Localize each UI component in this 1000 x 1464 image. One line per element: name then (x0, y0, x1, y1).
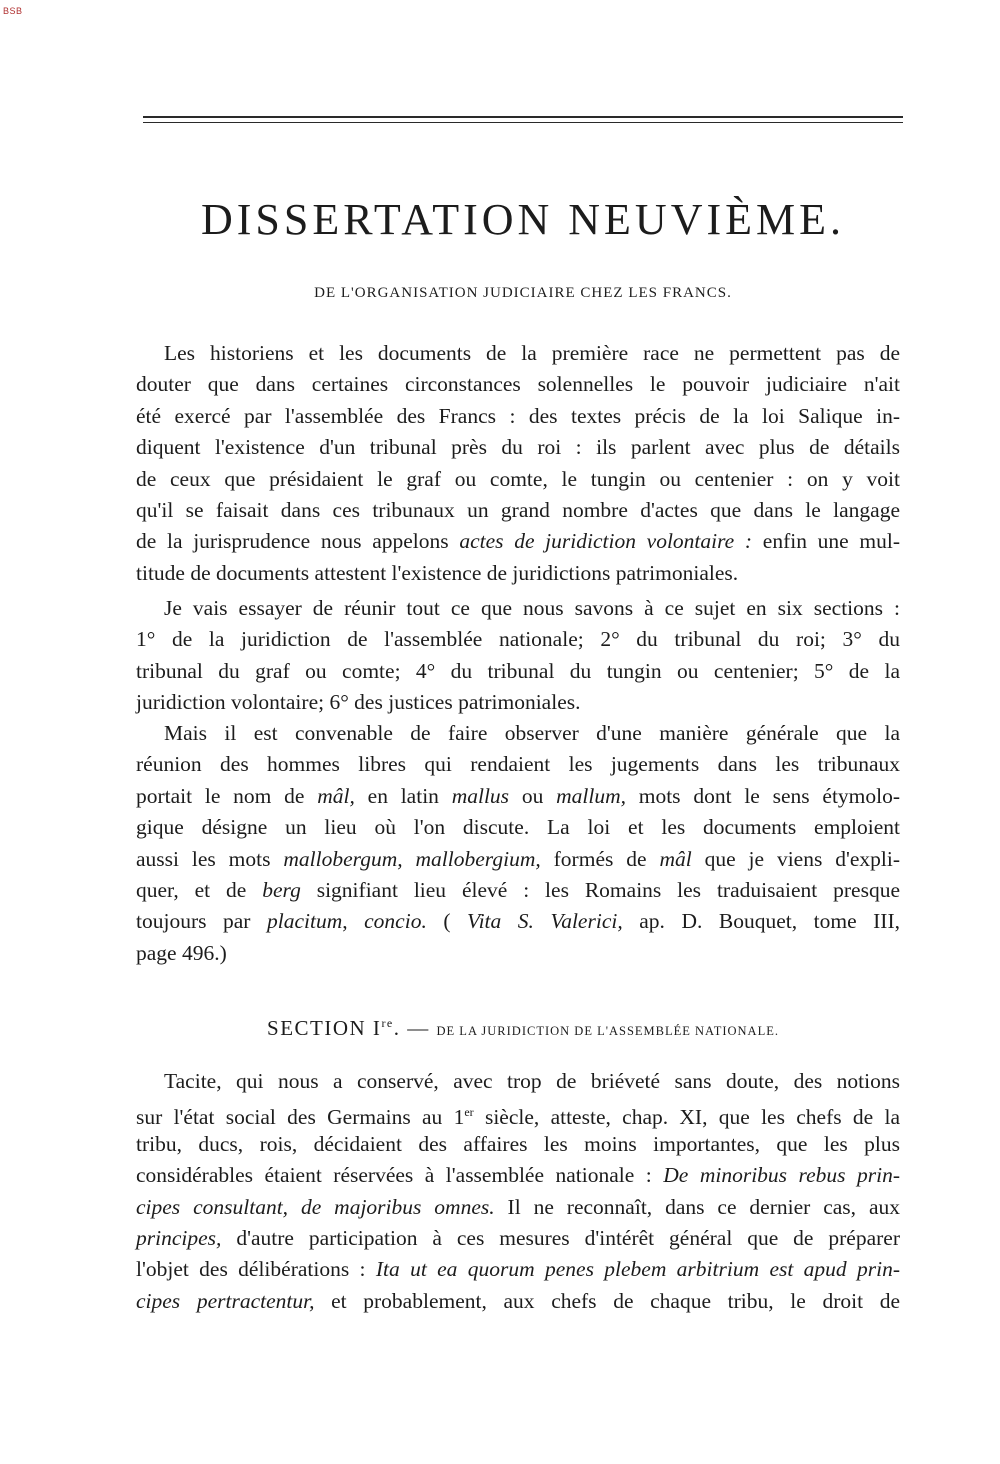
text-line: tribu, ducs, rois, décidaient des affaires les moins importantes, que les plus (136, 1131, 900, 1156)
text-line: quer, et de berg signifiant lieu élevé : les Romains les traduisaient presque (136, 877, 900, 902)
text-line: considérables étaient réservées à l'assemblée nationale : De minoribus rebus prin- (136, 1163, 901, 1188)
text-line: douter que dans certaines circonstances solennelles le pouvoir judiciaire n'ait (136, 372, 900, 397)
text-line: cipes consultant, de majoribus omnes. Il ne reconnaît, dans ce dernier cas, aux (136, 1194, 900, 1219)
section-heading: SECTION Ire. — DE LA JURIDICTION DE L'ASSEMBLÉE NATIONALE. (267, 1016, 779, 1040)
text-line: 1° de la juridiction de l'assemblée nationale; 2° du tribunal du roi; 3° du (136, 627, 900, 652)
text-line: de la jurisprudence nous appelons actes de juridiction volontaire : enfin une mul- (136, 529, 900, 554)
text-line: page 496.) (136, 940, 227, 965)
paragraph-4 (136, 1066, 900, 1317)
header-rule (143, 116, 903, 123)
text-line: Mais il est convenable de faire observer d'une manière générale que la (164, 721, 900, 745)
paragraph-2 (136, 593, 900, 719)
text-line: réunion des hommes libres qui rendaient les jugements dans les tribunaux (136, 752, 900, 777)
text-line: aussi les mots mallobergum, mallobergium, formés de mâl que je viens d'expli- (136, 846, 901, 871)
text-line: portait le nom de mâl, en latin mallus ou mallum, mots dont le sens étymolo- (136, 783, 901, 808)
text-line: titude de documents attestent l'existence de juridictions patrimoniales. (136, 560, 739, 585)
text-line: Tacite, qui nous a conservé, avec trop de briéveté sans doute, des notions (164, 1069, 900, 1093)
text-line: diquent l'existence d'un tribunal près du roi : ils parlent avec plus de détails (136, 435, 900, 460)
text-line: sur l'état social des Germains au 1er siècle, atteste, chap. XI, que les chefs de la (136, 1105, 901, 1130)
text-line: été exercé par l'assemblée des Francs : des textes précis de la loi Salique in- (136, 403, 900, 428)
page-subtitle: DE L'ORGANISATION JUDICIAIRE CHEZ LES FRANCS. (314, 285, 732, 301)
paragraph-1 (136, 338, 900, 589)
page-title: DISSERTATION NEUVIÈME. (200, 195, 845, 244)
paragraph-3 (136, 718, 900, 969)
text-line: Je vais essayer de réunir tout ce que nous savons à ce sujet en six sections : (164, 596, 900, 620)
text-line: de ceux que présidaient le graf ou comte, le tungin ou centenier : on y voit (136, 466, 900, 491)
text-line: Les historiens et les documents de la première race ne permettent pas de (164, 341, 900, 365)
text-line: qu'il se faisait dans ces tribunaux un grand nombre d'actes que dans le langage (136, 497, 900, 522)
text-line: cipes pertractentur, et probablement, aux chefs de chaque tribu, le droit de (136, 1288, 900, 1313)
text-line: juridiction volontaire; 6° des justices patrimoniales. (136, 690, 581, 715)
text-line: l'objet des délibérations : Ita ut ea quorum penes plebem arbitrium est apud prin- (136, 1257, 900, 1282)
text-line: tribunal du graf ou comte; 4° du tribunal du tungin ou centenier; 5° de la (136, 658, 900, 683)
text-line: gique désigne un lieu où l'on discute. La loi et les documents emploient (136, 815, 900, 840)
library-watermark: BSB (3, 6, 23, 16)
text-line: principes, d'autre participation à ces mesures d'intérêt général que de préparer (136, 1225, 900, 1250)
text-line: toujours par placitum, concio. ( Vita S. Valerici, ap. D. Bouquet, tome III, (136, 909, 900, 934)
